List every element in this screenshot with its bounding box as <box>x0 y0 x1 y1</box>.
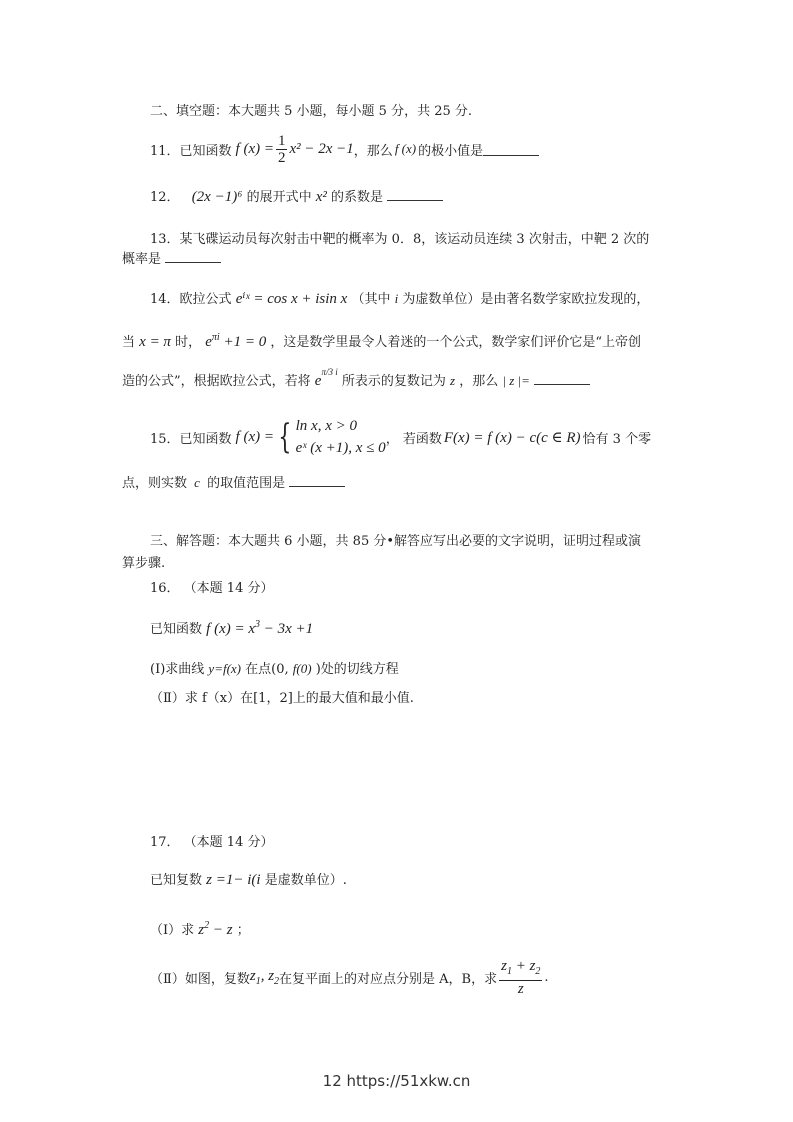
q15-number: 15．已知函数 <box>150 431 232 447</box>
question-11 <box>150 130 539 168</box>
q12-answer-blank[interactable] <box>387 188 443 201</box>
question-16-given <box>150 618 313 638</box>
q11-expression: x² − 2x −1 <box>289 140 354 157</box>
q14-text-3c: ，那么 <box>459 374 499 389</box>
q15-c: c <box>194 475 200 490</box>
q13-text: 概率是 <box>122 252 162 267</box>
question-14-line-3 <box>122 367 590 390</box>
question-14-line-1 <box>150 288 649 308</box>
q15-text-2a: 点，则实数 <box>122 476 188 491</box>
page-footer: 12 https://51xkw.cn <box>322 1072 471 1090</box>
section-3-heading-line-2: 算步骤. <box>122 556 166 571</box>
q17-text-a: 已知复数 <box>150 873 203 888</box>
question-15-line-2 <box>122 472 345 491</box>
q14-identity: $e^{\pi i} +1 = 0$ <box>205 332 267 350</box>
q14-text-2b: 时， <box>175 335 202 350</box>
q14-text-3a: 造的公式”，根据欧拉公式，若将 <box>122 374 311 389</box>
q14-z: z <box>450 373 456 388</box>
q16-part1-curve: y=f(x) <box>208 661 242 676</box>
question-13-line-2 <box>122 248 221 267</box>
question-16-header: 16． （本题 14 分） <box>150 581 274 596</box>
q17-part2-text-b: 在复平面上的对应点分别是 A，B，求 <box>279 971 498 987</box>
q11-frac-num: 1 <box>277 132 286 149</box>
q15-brace: { <box>278 417 292 457</box>
question-16-part-1 <box>150 658 399 677</box>
q14-text-3b: 所表示的复数记为 <box>341 374 446 389</box>
q17-part1-text-a: （Ⅰ）求 <box>150 923 195 938</box>
question-17-given <box>150 869 347 889</box>
question-17-header: 17． （本题 14 分） <box>150 835 274 850</box>
q11-fx: f (x) <box>394 141 417 156</box>
q11-frac-den: 2 <box>277 149 286 166</box>
q16-part1-text-a: (Ⅰ)求曲线 <box>150 662 205 677</box>
q11-function: f (x) = <box>235 140 274 157</box>
q14-text-2a: 当 <box>122 335 136 350</box>
q12-text-2: 的系数是 <box>331 190 384 205</box>
q16-text: 已知函数 <box>150 622 203 637</box>
q17-part1-formula: $z^2 - z$ <box>198 920 233 938</box>
q16-function: f $(x) = x^3 - 3x +1$ <box>206 619 314 637</box>
q14-exponent-expr: $e^{\pi/3 i}$ <box>314 367 338 389</box>
q17-frac-num: $z_1 + z_2$ <box>499 958 542 981</box>
q17-part1-text-b: ； <box>236 923 250 938</box>
q12-expression: (2x −1)⁶ <box>191 189 243 205</box>
question-16-part-2: （Ⅱ）求 f（x）在[1，2]上的最大值和最小值. <box>150 691 414 706</box>
question-13-line-1: 13．某飞碟运动员每次射击中靶的概率为 0．8，该运动员连续 3 次射击，中靶 2 次的 <box>150 232 650 247</box>
q11-fraction <box>276 133 288 166</box>
q17-formula: z =1− i(i <box>206 872 261 888</box>
section-3-heading-line-1: 三、解答题：本大题共 6 小题，共 85 分•解答应写出必要的文字说明，证明过程或演 <box>150 534 642 549</box>
question-17-part-2 <box>150 957 549 997</box>
question-12 <box>150 186 443 206</box>
q17-text-b: 是虚数单位）. <box>264 873 347 888</box>
q15-text-tail: 恰有 3 个零 <box>582 431 652 447</box>
q16-part1-text-c: )处的切线方程 <box>315 662 399 677</box>
q17-part2-z: $z_1$, $z_2$ <box>249 967 280 987</box>
q11-text-2: 的极小值是 <box>418 143 484 159</box>
q15-case-2: eˣ (x +1), x ≤ 0 <box>295 440 386 456</box>
q17-part2-text-c: . <box>544 969 549 985</box>
q17-frac-den: z <box>517 980 524 997</box>
q15-text-mid: ， 若函数 <box>385 431 442 447</box>
question-14-line-2 <box>122 331 641 351</box>
q11-answer-blank[interactable] <box>483 143 539 156</box>
q17-part2-text-a: （Ⅱ）如图，复数 <box>150 971 250 987</box>
section-2-heading: 二、填空题：本大题共 5 小题，每小题 5 分，共 25 分. <box>150 104 473 119</box>
q15-answer-blank[interactable] <box>289 474 345 487</box>
q15-cases <box>296 415 386 459</box>
q14-text-1a: 14．欧拉公式 <box>150 292 232 307</box>
q14-abs: | z |= <box>502 373 530 388</box>
q15-F-function: F(x) = f (x) − c(c ∈ R) <box>443 429 581 446</box>
q16-part1-f0: f(0) <box>292 661 312 676</box>
q14-condition: x = π <box>139 334 171 350</box>
q15-function: f (x) = <box>235 428 274 445</box>
q11-text: ，那么 <box>353 143 393 159</box>
question-15-line-1 <box>150 414 651 460</box>
q17-fraction <box>499 958 542 997</box>
q14-text-2c: ，这是数学里最令人着迷的一个公式，数学家们评价它是“上帝创 <box>270 335 642 350</box>
q12-text: 的展开式中 <box>246 190 312 205</box>
q13-answer-blank[interactable] <box>165 250 221 263</box>
q14-euler-formula: eⁱˣ = cos x + isin x <box>235 291 348 307</box>
q15-text-2b: 的取值范围是 <box>207 476 286 491</box>
q12-x2: x² <box>315 189 327 205</box>
question-17-part-1 <box>150 919 250 939</box>
q14-text-1c: 为虚数单位）是由著名数学家欧拉发现的， <box>402 292 650 307</box>
q12-number: 12． <box>150 190 180 205</box>
q14-text-1b: （其中 <box>351 292 391 307</box>
q15-case-1: ln x, x > 0 <box>295 418 357 434</box>
q14-i: i <box>394 291 399 306</box>
q11-number: 11．已知函数 <box>150 143 232 159</box>
q14-answer-blank[interactable] <box>534 372 590 385</box>
q16-part1-text-b: 在点(0, <box>245 662 289 677</box>
